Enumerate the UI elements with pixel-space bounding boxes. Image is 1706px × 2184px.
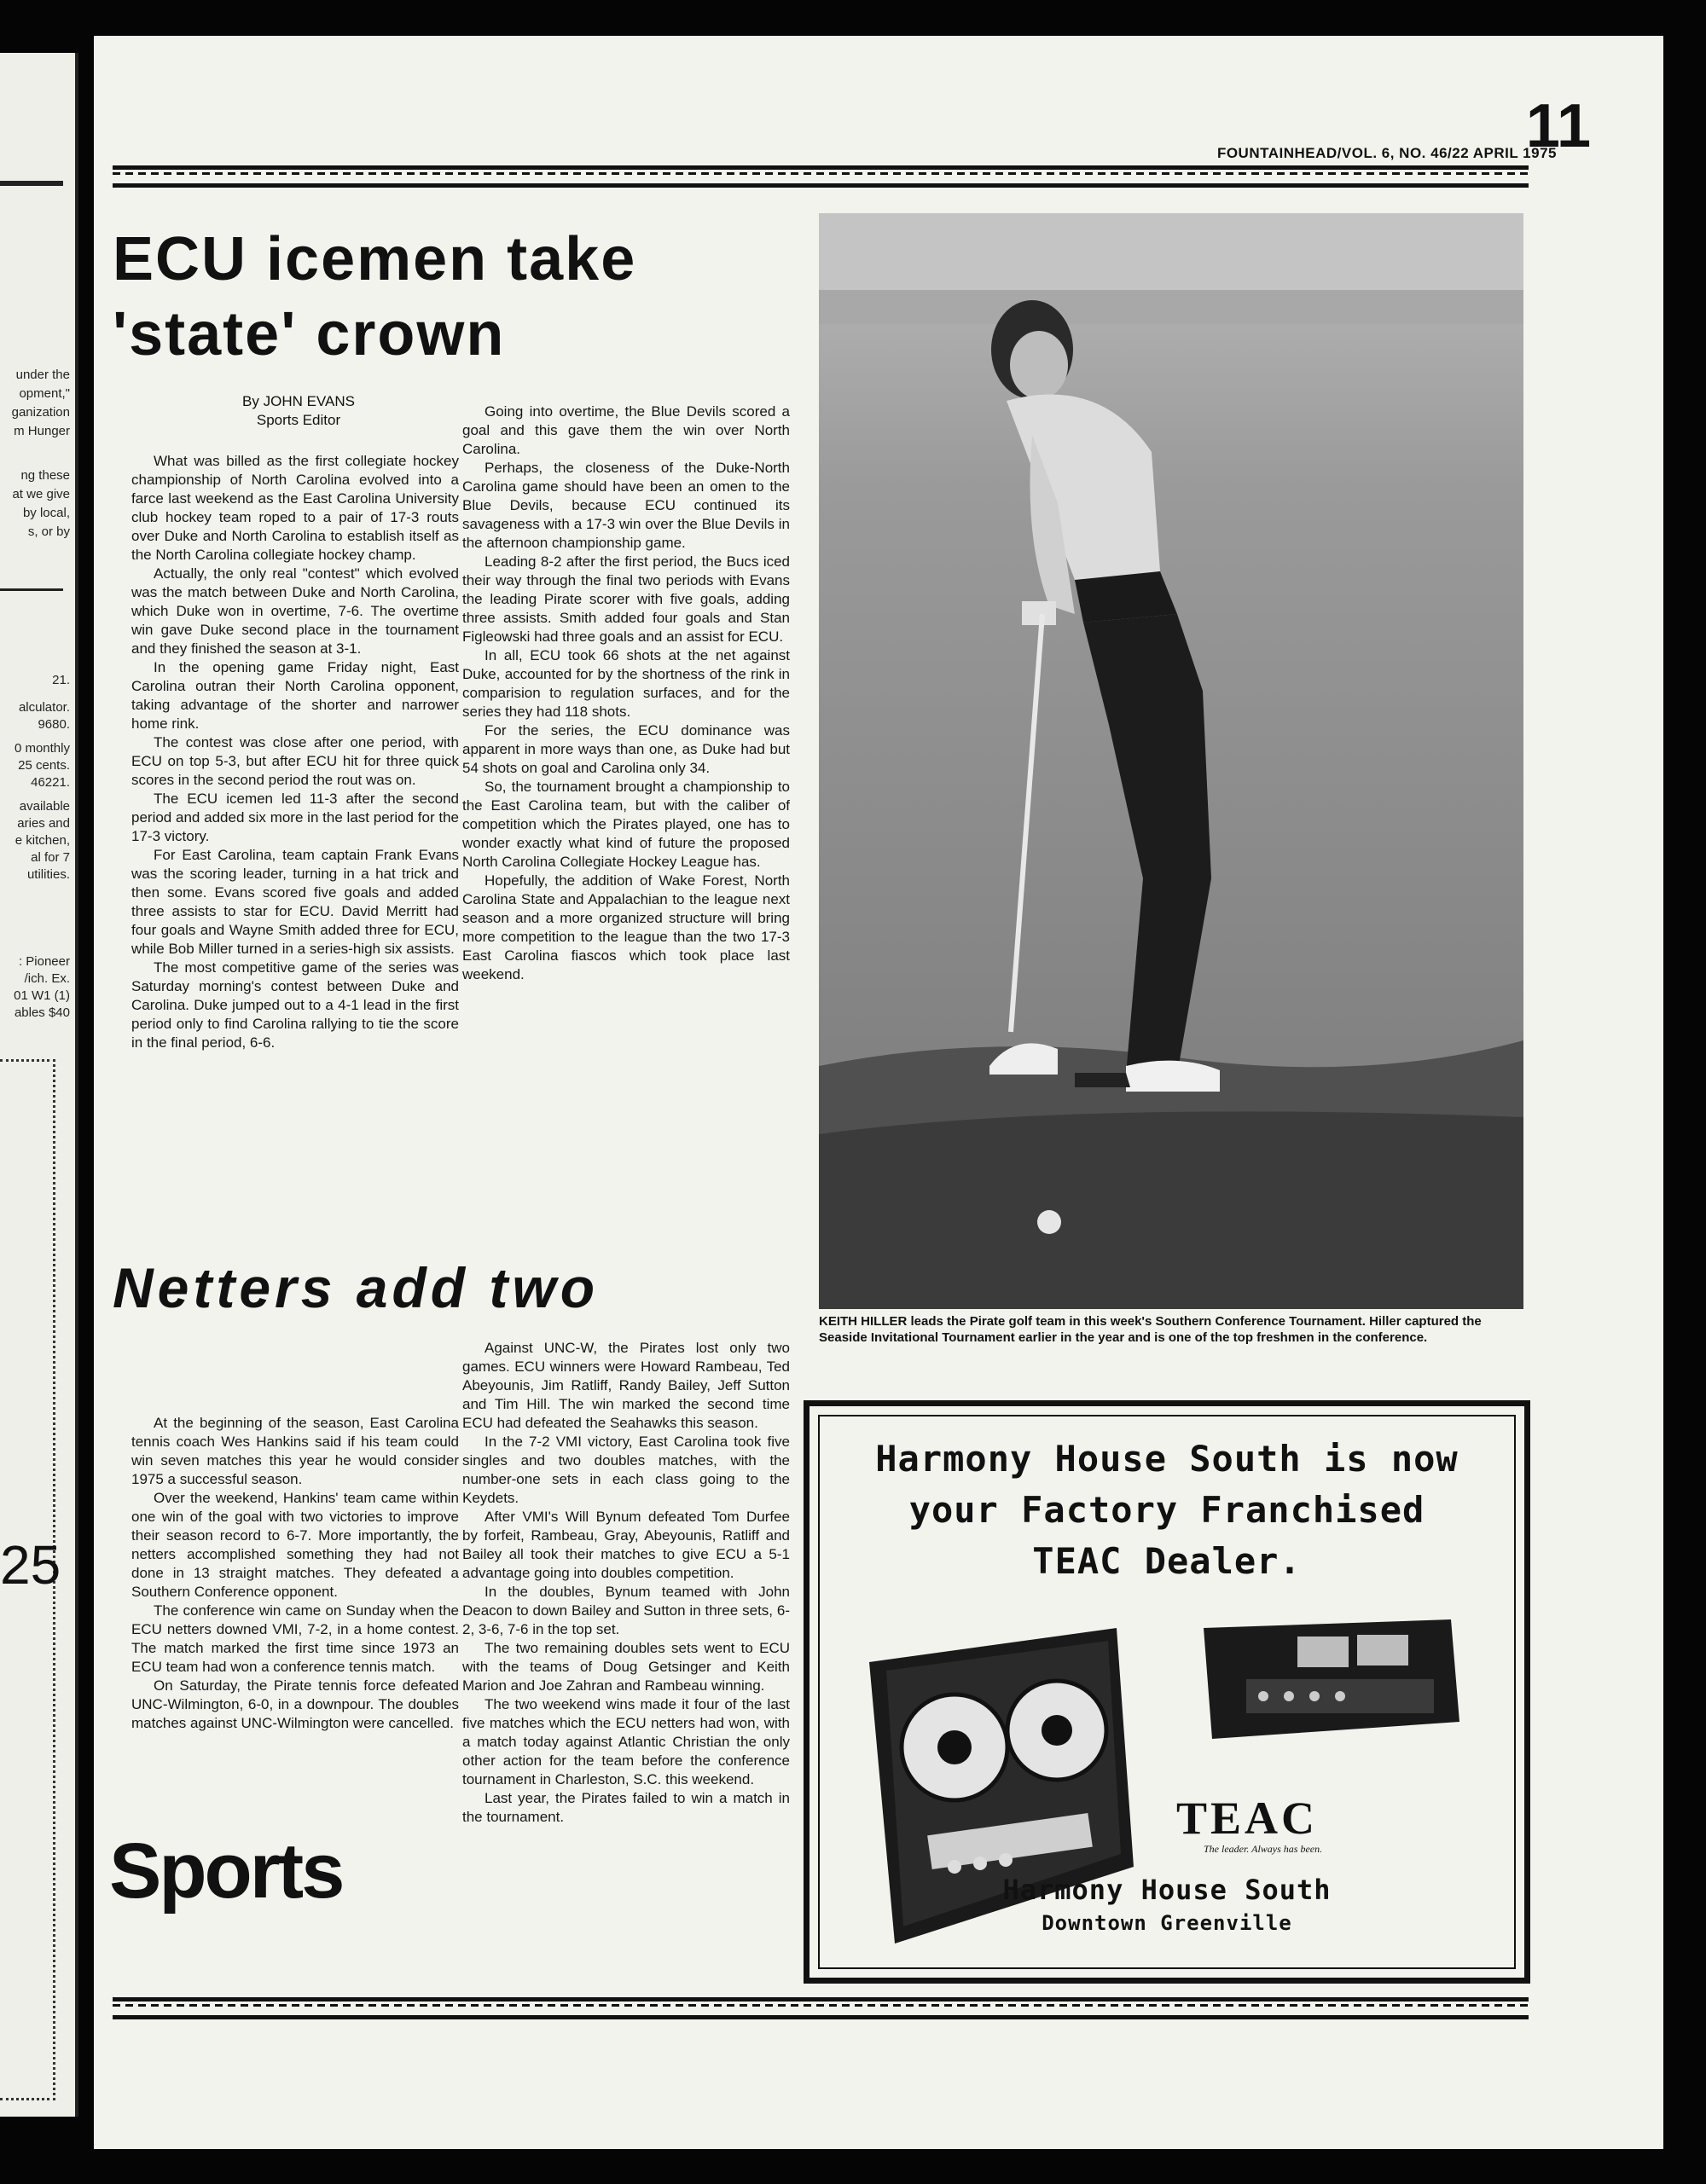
- golfer-photo-illustration: [819, 213, 1523, 1309]
- paragraph: Over the weekend, Hankins' team came within one win of the goal with two victories to improve their season record to 6-7. More importantly, the netters accomplished something they had not done in 13 straight matches. They defeated a Southern Conference opponent.: [131, 1490, 459, 1600]
- top-rule: [113, 165, 1529, 188]
- tennis-column-2: [462, 1339, 790, 1827]
- newspaper-page: [94, 36, 1663, 2149]
- adjacent-page-fragment: utilities.: [26, 867, 70, 882]
- photo-caption: KEITH HILLER leads the Pirate golf team in this week's Southern Conference Tournament. Hiller captured the Seaside Invitational Tournament earlier in the year and is one of the top freshmen in the conference.: [819, 1314, 1482, 1345]
- paragraph: For the series, the ECU dominance was apparent in more ways than one, as Duke had but 54 shots on goal and Carolina only 34.: [462, 722, 790, 776]
- adjacent-page-fragment: opment,": [19, 386, 70, 401]
- paragraph: The conference win came on Sunday when the ECU netters downed VMI, 7-2, in a home contest. The match marked the first time since 1973 an ECU team had won a conference tennis match.: [131, 1602, 459, 1675]
- paragraph: Against UNC-W, the Pirates lost only two games. ECU winners were Howard Rambeau, Ted Abeyounis, Jim Ratliff, Randy Bailey, Jeff Sutton and Tim Hill. The win marked the second time ECU had defeated the Seahawks this season.: [462, 1340, 790, 1431]
- paragraph: Going into overtime, the Blue Devils scored a goal and this gave them the win over North Carolina.: [462, 403, 790, 457]
- paragraph: The two weekend wins made it four of the last five matches which the ECU netters had won, with a match today against Atlantic Christian the only other action for the team before the conference tournament in Charleston, S.C. this weekend.: [462, 1696, 790, 1787]
- adjacent-page-fragment: aries and: [17, 816, 70, 831]
- tennis-headline: Netters add two: [113, 1256, 600, 1319]
- paragraph: The ECU icemen led 11-3 after the second period and added six more in the last period for the 17-3 victory.: [131, 791, 459, 844]
- ad-headline-line: Harmony House South is now: [875, 1438, 1459, 1480]
- paragraph: What was billed as the first collegiate hockey championship of North Carolina evolved into a farce last weekend as the East Carolina University club hockey team roped to a pair of 17-3 routs over Duke and North Carolina to establish itself as the North Carolina collegiate hockey champ.: [131, 453, 459, 563]
- adjacent-page-fragment: 01 W1 (1): [14, 988, 70, 1003]
- byline-author: By JOHN EVANS: [242, 393, 355, 409]
- paragraph: Actually, the only real "contest" which evolved was the match between Duke and North Carolina, which Duke won in overtime, 7-6. The overtime win gave Duke second place in the tournament and they finished the season at 3-1.: [131, 565, 459, 657]
- adjacent-page-fragment: alculator.: [18, 700, 70, 715]
- teac-tagline: The leader. Always has been.: [1204, 1843, 1323, 1855]
- hockey-headline: ECU icemen take 'state' crown: [113, 225, 637, 368]
- paragraph: In the doubles, Bynum teamed with John Deacon to down Bailey and Sutton in three sets, 6-2, 3-6, 7-6 in the top set.: [462, 1584, 790, 1637]
- adjacent-page-fragment: ng these: [20, 468, 70, 483]
- adjacent-page-fragment: under the: [15, 368, 70, 382]
- adjacent-page-rule: [0, 588, 63, 591]
- adjacent-page-edge: [0, 53, 78, 2117]
- paragraph: The most competitive game of the series was Saturday morning's contest between Duke and Carolina. Duke jumped out to a 4-1 lead in the first period only to find Carolina rallying to tie the score in the final period, 6-6.: [131, 959, 459, 1051]
- adjacent-page-fragment: at we give: [12, 487, 70, 501]
- adjacent-page-fragment: 46221.: [31, 775, 70, 790]
- store-name: Harmony House South: [1002, 1874, 1332, 1906]
- paragraph: On Saturday, the Pirate tennis force defeated UNC-Wilmington, 6-0, in a downpour. The doubles matches against UNC-Wilmington were cancelled.: [131, 1677, 459, 1731]
- paragraph: So, the tournament brought a championship to the East Carolina team, but with the caliber of competition which the Pirates played, one has to wonder exactly what kind of future the proposed North Carolina Collegiate Hockey League has.: [462, 779, 790, 870]
- section-label: Sports: [109, 1828, 343, 1915]
- paragraph: At the beginning of the season, East Carolina tennis coach Wes Hankins said if his team could win seven matches this year he would consider 1975 a successful season.: [131, 1415, 459, 1487]
- adjacent-page-fragment: 21.: [52, 673, 70, 687]
- adjacent-page-fragment: by local,: [22, 506, 70, 520]
- paragraph: Last year, the Pirates failed to win a match in the tournament.: [462, 1790, 790, 1825]
- ad-headline: [809, 1434, 1524, 1587]
- adjacent-page-fragment: ganization: [11, 405, 70, 420]
- adjacent-page-fragment: ables $40: [14, 1005, 70, 1020]
- paragraph: For East Carolina, team captain Frank Evans was the scoring leader, turning in a hat trick and then some. Evans scored five goals and added three assists to star for ECU. David Merritt had four goals and Wayne Smith added three for ECU, while Bob Miller turned in a series-high six assists.: [131, 847, 459, 957]
- page-number: 11: [1525, 92, 1591, 160]
- adjacent-page-fragment: 25 cents.: [18, 758, 70, 773]
- adjacent-page-rule: [0, 181, 63, 186]
- paragraph: In the opening game Friday night, East Carolina outran their North Carolina opponent, taking advantage of the shorter and narrower home rink.: [131, 659, 459, 732]
- adjacent-page-fragment: m Hunger: [14, 424, 70, 438]
- paragraph: Hopefully, the addition of Wake Forest, North Carolina State and Appalachian to the league next season and a more organized structure will bring more competition to the league than the two 17-3 East Carolina fiascos which took place last weekend.: [462, 872, 790, 982]
- adjacent-page-fragment: e kitchen,: [15, 833, 70, 848]
- adjacent-page-fragment: s, or by: [27, 524, 70, 539]
- ad-headline-line: TEAC Dealer.: [1032, 1540, 1302, 1582]
- paragraph: Perhaps, the closeness of the Duke-North Carolina game should have been an omen to the Blue Devils, because ECU continued its savageness with a 17-3 win over the Blue Devils in the afternoon championship game.: [462, 460, 790, 551]
- teac-advertisement: [804, 1400, 1530, 1984]
- byline-title: Sports Editor: [256, 412, 341, 428]
- store-location: Downtown Greenville: [1042, 1911, 1292, 1935]
- paragraph: In all, ECU took 66 shots at the net against Duke, accounted for by the shortness of the rink in comparision to regulation surfaces, and for the series they had 118 shots.: [462, 647, 790, 720]
- byline: [196, 392, 401, 430]
- paragraph: The two remaining doubles sets went to ECU with the teams of Doug Getsinger and Keith Marion and Joe Zahran and Rambeau winning.: [462, 1640, 790, 1694]
- adjacent-page-fragment: al for 7: [31, 850, 70, 865]
- paragraph: The contest was close after one period, with ECU on top 5-3, but after ECU hit for three quick scores in the second period the rout was on.: [131, 734, 459, 788]
- adjacent-page-number: 25: [0, 1534, 61, 1596]
- adjacent-page-fragment: available: [19, 799, 70, 814]
- paragraph: Leading 8-2 after the first period, the Bucs iced their way through the final two periods with Evans the leading Pirate scorer with five goals, adding three assists. Smith added four goals and Stan Figleowski had three goals and an assist for ECU.: [462, 553, 790, 645]
- adjacent-page-fragment: 9680.: [38, 717, 70, 732]
- tennis-column-1: [131, 1414, 459, 1733]
- bottom-rule: [113, 1997, 1529, 2019]
- adjacent-page-fragment: /ich. Ex.: [24, 971, 70, 986]
- hockey-column-1: [131, 452, 459, 1052]
- paragraph: After VMI's Will Bynum defeated Tom Durfee by forfeit, Rambeau, Gray, Abeyounis, Ratliff and Bailey all took their matches to give ECU a 5-1 advantage going into doubles competition.: [462, 1509, 790, 1581]
- hockey-column-2: [462, 403, 790, 984]
- teac-logo: TEAC: [1176, 1793, 1319, 1844]
- ad-headline-line: your Factory Franchised: [908, 1489, 1425, 1531]
- adjacent-page-fragment: : Pioneer: [18, 954, 70, 969]
- golfer-photo: [819, 213, 1523, 1309]
- issue-line: FOUNTAINHEAD/VOL. 6, NO. 46/22 APRIL 1975: [1216, 145, 1557, 161]
- cassette-deck-icon: [1195, 1611, 1468, 1747]
- paragraph: In the 7-2 VMI victory, East Carolina took five singles and two doubles matches, with the number-one sets in each class going to the Keydets.: [462, 1434, 790, 1506]
- adjacent-page-fragment: 0 monthly: [14, 741, 70, 756]
